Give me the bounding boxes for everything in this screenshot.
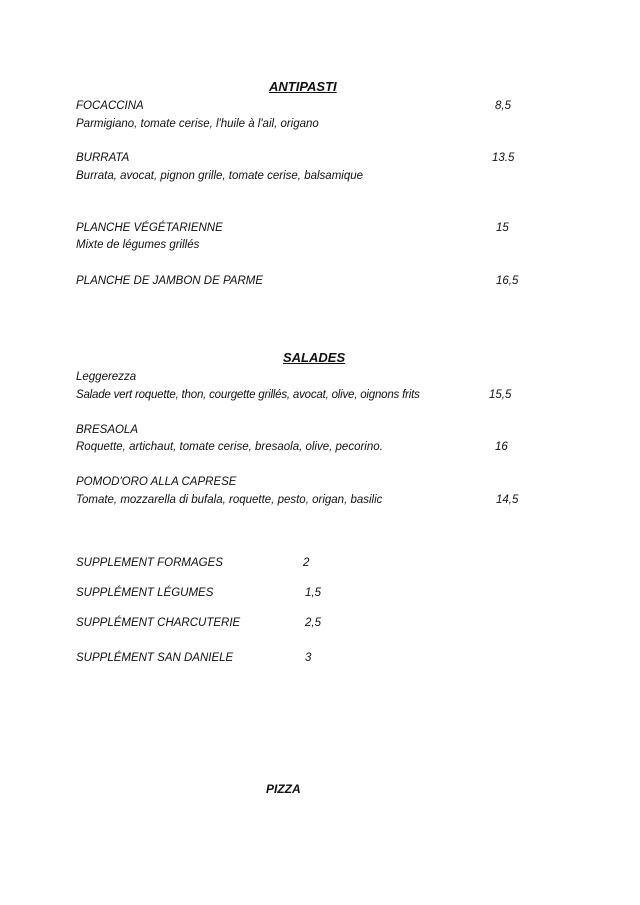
- supplement-name: SUPPLÉMENT LÉGUMES: [76, 587, 214, 599]
- menu-item-name: FOCACCINA: [76, 100, 144, 112]
- menu-item-desc: Burrata, avocat, pignon grille, tomate cerise, balsamique: [76, 170, 364, 182]
- menu-item-price: 15: [496, 222, 509, 234]
- menu-item-price: 13.5: [492, 152, 515, 164]
- menu-item-name: POMOD'ORO ALLA CAPRESE: [76, 476, 237, 488]
- supplement-name: SUPPLÉMENT CHARCUTERIE: [76, 617, 241, 629]
- supplement-price: 2: [303, 557, 310, 569]
- menu-item-name: BRESAOLA: [76, 424, 138, 436]
- menu-item-price: 15,5: [489, 389, 512, 401]
- menu-item-name: PLANCHE DE JAMBON DE PARME: [76, 275, 264, 287]
- supplement-price: 2,5: [305, 617, 321, 629]
- menu-item-desc: Mixte de légumes grillés: [76, 239, 200, 251]
- section-title-pizza: PIZZA: [266, 782, 301, 796]
- section-title-salades: SALADES: [283, 350, 346, 365]
- supplement-name: SUPPLEMENT FORMAGES: [76, 557, 223, 569]
- menu-item-price: 8,5: [495, 100, 511, 112]
- menu-item-desc: Salade vert roquette, thon, courgette grillés, avocat, olive, oignons frits: [76, 389, 420, 401]
- menu-item-desc: Parmigiano, tomate cerise, l'huile à l'ail, origano: [76, 118, 319, 130]
- menu-item-name: BURRATA: [76, 152, 130, 164]
- supplement-name: SUPPLÉMENT SAN DANIELE: [76, 652, 234, 664]
- supplement-price: 1,5: [305, 587, 321, 599]
- supplement-price: 3: [305, 652, 312, 664]
- section-title-antipasti: ANTIPASTI: [269, 79, 337, 94]
- menu-item-name: Leggerezza: [76, 371, 137, 383]
- menu-item-price: 16,5: [496, 275, 519, 287]
- menu-item-desc: Roquette, artichaut, tomate cerise, bresaola, olive, pecorino.: [76, 441, 383, 453]
- menu-item-name: PLANCHE VÉGÉTARIENNE: [76, 222, 223, 234]
- menu-item-price: 16: [495, 441, 508, 453]
- menu-item-price: 14,5: [496, 494, 519, 506]
- menu-item-desc: Tomate, mozzarella di bufala, roquette, pesto, origan, basilic: [76, 494, 383, 506]
